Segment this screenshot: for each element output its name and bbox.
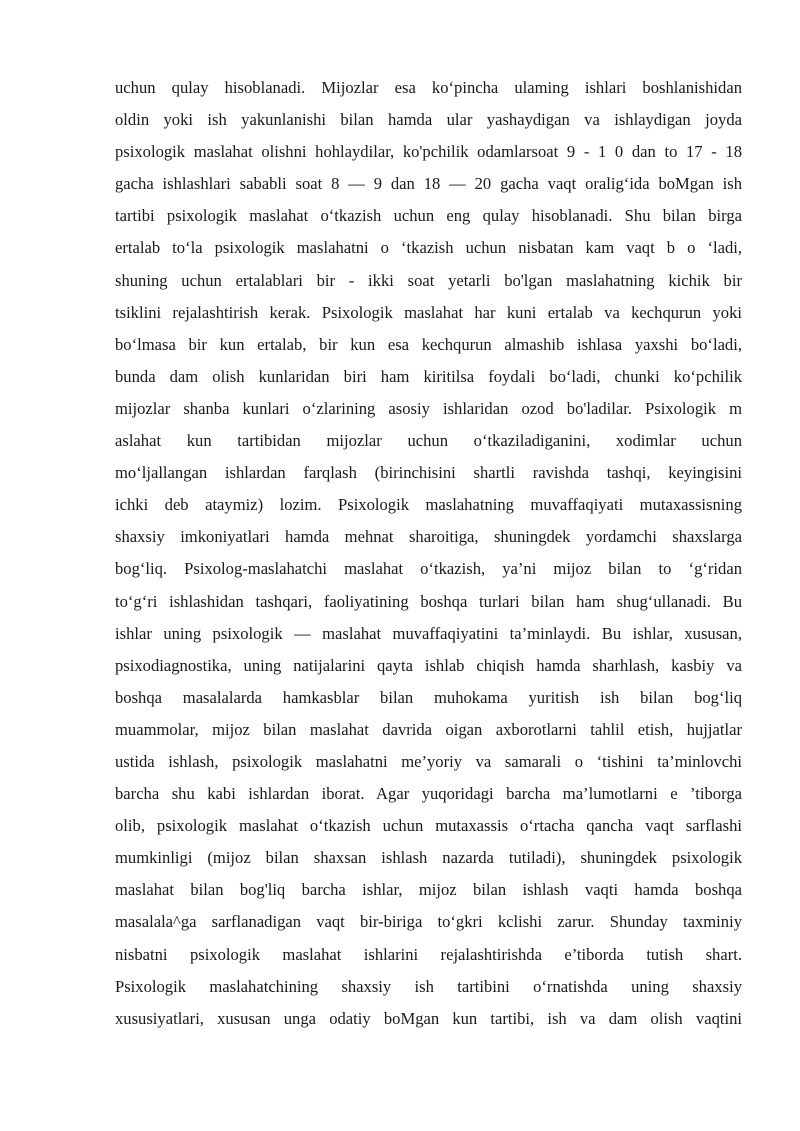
text-line-12: aslahat kun tartibidan mijozlar uchun o‘tkaziladiganini, xodimlar uchun — [115, 431, 742, 451]
text-line-5: tartibi psixologik maslahat o‘tkazish uchun eng qulay hisoblanadi. Shu bilan birga — [115, 206, 742, 226]
text-line-25: mumkinligi (mijoz bilan shaxsan ishlash nazarda tutiladi), shuningdek psixologik — [115, 848, 742, 868]
text-line-9: bo‘lmasa bir kun ertalab, bir kun esa kechqurun almashib ishlasa yaxshi bo‘ladi, — [115, 334, 742, 354]
text-line-30: xususiyatlari, xususan unga odatiy boMgan kun tartibi, ish va dam olish vaqtini — [115, 1008, 742, 1028]
body-paragraph — [115, 72, 742, 1035]
text-line-26: maslahat bilan bog'liq barcha ishlar, mijoz bilan ishlash vaqti hamda boshqa — [115, 880, 742, 900]
text-line-6: ertalab to‘la psixologik maslahatni o ‘tkazish uchun nisbatan kam vaqt b o ‘ladi, — [115, 238, 742, 258]
text-line-14: ichki deb ataymiz) lozim. Psixologik maslahatning muvaffaqiyati mutaxassisning — [115, 495, 742, 515]
text-line-27: masalala^ga sarflanadigan vaqt bir-biriga to‘gkri kclishi zarur. Shunday taxminiy — [115, 912, 742, 932]
text-line-1: uchun qulay hisoblanadi. Mijozlar esa ko‘pincha ulaming ishlari boshlanishidan — [115, 78, 742, 97]
text-line-7: shuning uchun ertalablari bir - ikki soat yetarli bo'lgan maslahatning kichik bir — [115, 270, 742, 290]
text-line-18: ishlar uning psixologik — maslahat muvaffaqiyatini ta’minlaydi. Bu ishlar, xususan, — [115, 623, 742, 643]
text-line-24: olib, psixologik maslahat o‘tkazish uchun mutaxassis o‘rtacha qancha vaqt sarflashi — [115, 816, 742, 836]
text-line-21: muammolar, mijoz bilan maslahat davrida oigan axborotlarni tahlil etish, hujjatlar — [115, 719, 742, 739]
text-line-28: nisbatni psixologik maslahat ishlarini rejalashtirishda e’tiborda tutish shart. — [115, 944, 742, 964]
text-line-13: mo‘ljallangan ishlardan farqlash (birinchisini shartli ravishda tashqi, keyingisini — [115, 463, 742, 483]
text-line-29: Psixologik maslahatchining shaxsiy ish tartibini o‘rnatishda uning shaxsiy — [115, 976, 742, 996]
text-line-8: tsiklini rejalashtirish kerak. Psixologik maslahat har kuni ertalab va kechqurun yoki — [115, 302, 742, 322]
text-line-2: oldin yoki ish yakunlanishi bilan hamda ular yashaydigan va ishlaydigan joyda — [115, 110, 742, 130]
text-line-10: bunda dam olish kunlaridan biri ham kiritilsa foydali bo‘ladi, chunki ko‘pchilik — [115, 366, 742, 386]
text-line-11: mijozlar shanba kunlari o‘zlarining asosiy ishlaridan ozod bo'ladilar. Psixologik m — [115, 398, 742, 418]
text-line-20: boshqa masalalarda hamkasblar bilan muhokama yuritish ish bilan bog‘liq — [115, 687, 742, 707]
text-line-3: psixologik maslahat olishni hohlaydilar, ko'pchilik odamlarsoat 9 - 1 0 dan to 17 - 18 — [115, 142, 742, 162]
text-line-17: to‘g‘ri ishlashidan tashqari, faoliyatining boshqa turlari bilan ham shug‘ullanadi. Bu — [115, 591, 742, 611]
text-line-4: gacha ishlashlari sababli soat 8 — 9 dan 18 — 20 gacha vaqt oralig‘ida boMgan ish — [115, 174, 742, 194]
text-line-22: ustida ishlash, psixologik maslahatni me’yoriy va samarali o ‘tishini ta’minlovchi — [115, 751, 742, 771]
text-line-16: bog‘liq. Psixolog-maslahatchi maslahat o‘tkazish, ya’ni mijoz bilan to ‘g‘ridan — [115, 559, 742, 579]
text-line-15: shaxsiy imkoniyatlari hamda mehnat sharoitiga, shuningdek yordamchi shaxslarga — [115, 527, 742, 547]
text-line-23: barcha shu kabi ishlardan iborat. Agar yuqoridagi barcha ma’lumotlarni e ’tiborga — [115, 784, 742, 804]
text-line-19: psixodiagnostika, uning natijalarini qayta ishlab chiqish hamda sharhlash, kasbiy va — [115, 655, 742, 675]
